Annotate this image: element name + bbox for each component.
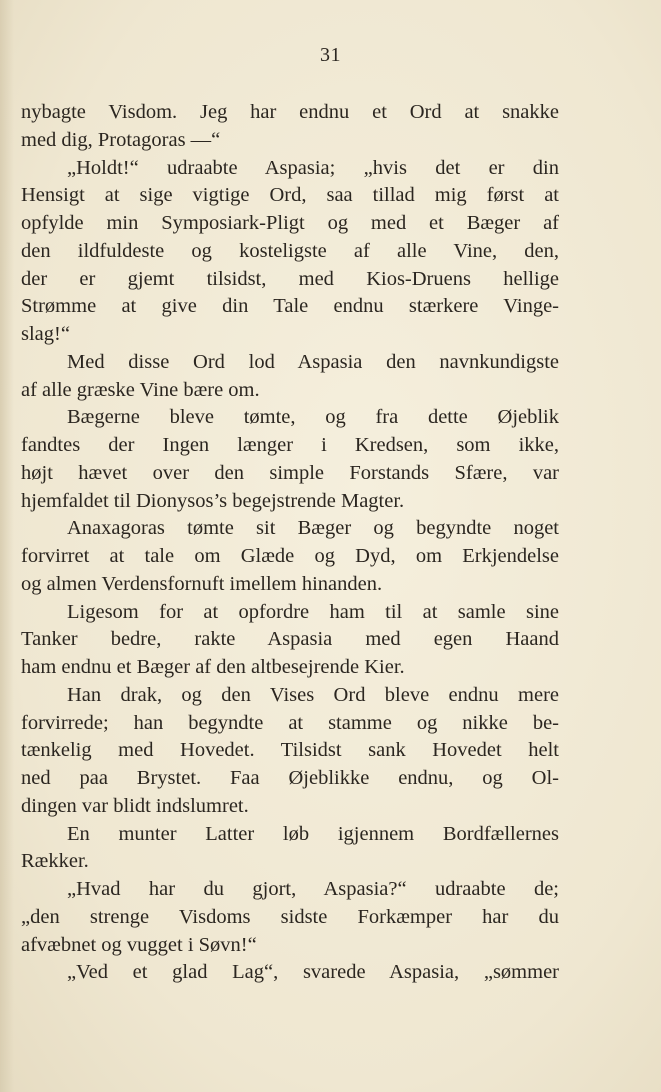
text-line: højt hævet over den simple Forstands Sfære, var [21, 461, 559, 484]
text-line: Han drak, og den Vises Ord bleve endnu mere [67, 683, 559, 706]
text-line: Med disse Ord lod Aspasia den navnkundigste [67, 350, 559, 373]
text-line: nybagte Visdom. Jeg har endnu et Ord at snakke [21, 101, 559, 123]
text-line: af alle græske Vine bære om. [21, 378, 260, 401]
text-line: fandtes der Ingen længer i Kredsen, som ikke, [21, 434, 559, 456]
text-line: „Holdt!“ udraabte Aspasia; „hvis det er din [67, 156, 559, 179]
text-line: Hensigt at sige vigtige Ord, saa tillad mig først at [21, 184, 559, 207]
page-number: 31 [320, 44, 341, 66]
text-line: ned paa Brystet. Faa Øjeblikke endnu, og Ol- [21, 767, 559, 789]
text-line: hjemfaldet til Dionysos’s begejstrende Magter. [21, 489, 405, 512]
text-line: En munter Latter løb igjennem Bordfællernes [67, 822, 559, 845]
text-line: Rækker. [21, 850, 89, 873]
text-line: Tanker bedre, rakte Aspasia med egen Haand [21, 628, 559, 651]
text-line: forvirrede; han begyndte at stamme og nikke be- [21, 711, 559, 734]
text-line: Ligesom for at opfordre ham til at samle sine [67, 600, 559, 623]
text-line: „den strenge Visdoms sidste Forkæmper har du [21, 905, 559, 928]
text-line: forvirret at tale om Glæde og Dyd, om Erkjendelse [21, 545, 559, 567]
text-line: slag!“ [21, 323, 70, 345]
text-line: „Hvad har du gjort, Aspasia?“ udraabte de; [67, 878, 559, 900]
text-line: Bægerne bleve tømte, og fra dette Øjeblik [67, 406, 559, 429]
text-line: dingen var blidt indslumret. [21, 794, 249, 817]
text-line: ham endnu et Bæger af den altbesejrende Kier. [21, 656, 405, 678]
gutter-shadow [0, 0, 14, 1092]
text-line: tænkelig med Hovedet. Tilsidst sank Hovedet helt [21, 739, 559, 762]
text-line: den ildfuldeste og kosteligste af alle Vine, den, [21, 239, 559, 262]
text-line: opfylde min Symposiark-Pligt og med et Bæger af [21, 212, 559, 234]
text-line: med dig, Protagoras —“ [21, 128, 221, 151]
text-line: „Ved et glad Lag“, svarede Aspasia, „sømmer [67, 961, 559, 984]
text-line: og almen Verdensfornuft imellem hinanden. [21, 572, 383, 595]
text-line: Strømme at give din Tale endnu stærkere Vinge- [21, 295, 559, 318]
body-text [21, 99, 559, 987]
text-line: Anaxagoras tømte sit Bæger og begyndte noget [67, 517, 559, 540]
text-line: afvæbnet og vugget i Søvn!“ [21, 933, 257, 956]
text-line: der er gjemt tilsidst, med Kios-Druens hellige [21, 267, 559, 290]
